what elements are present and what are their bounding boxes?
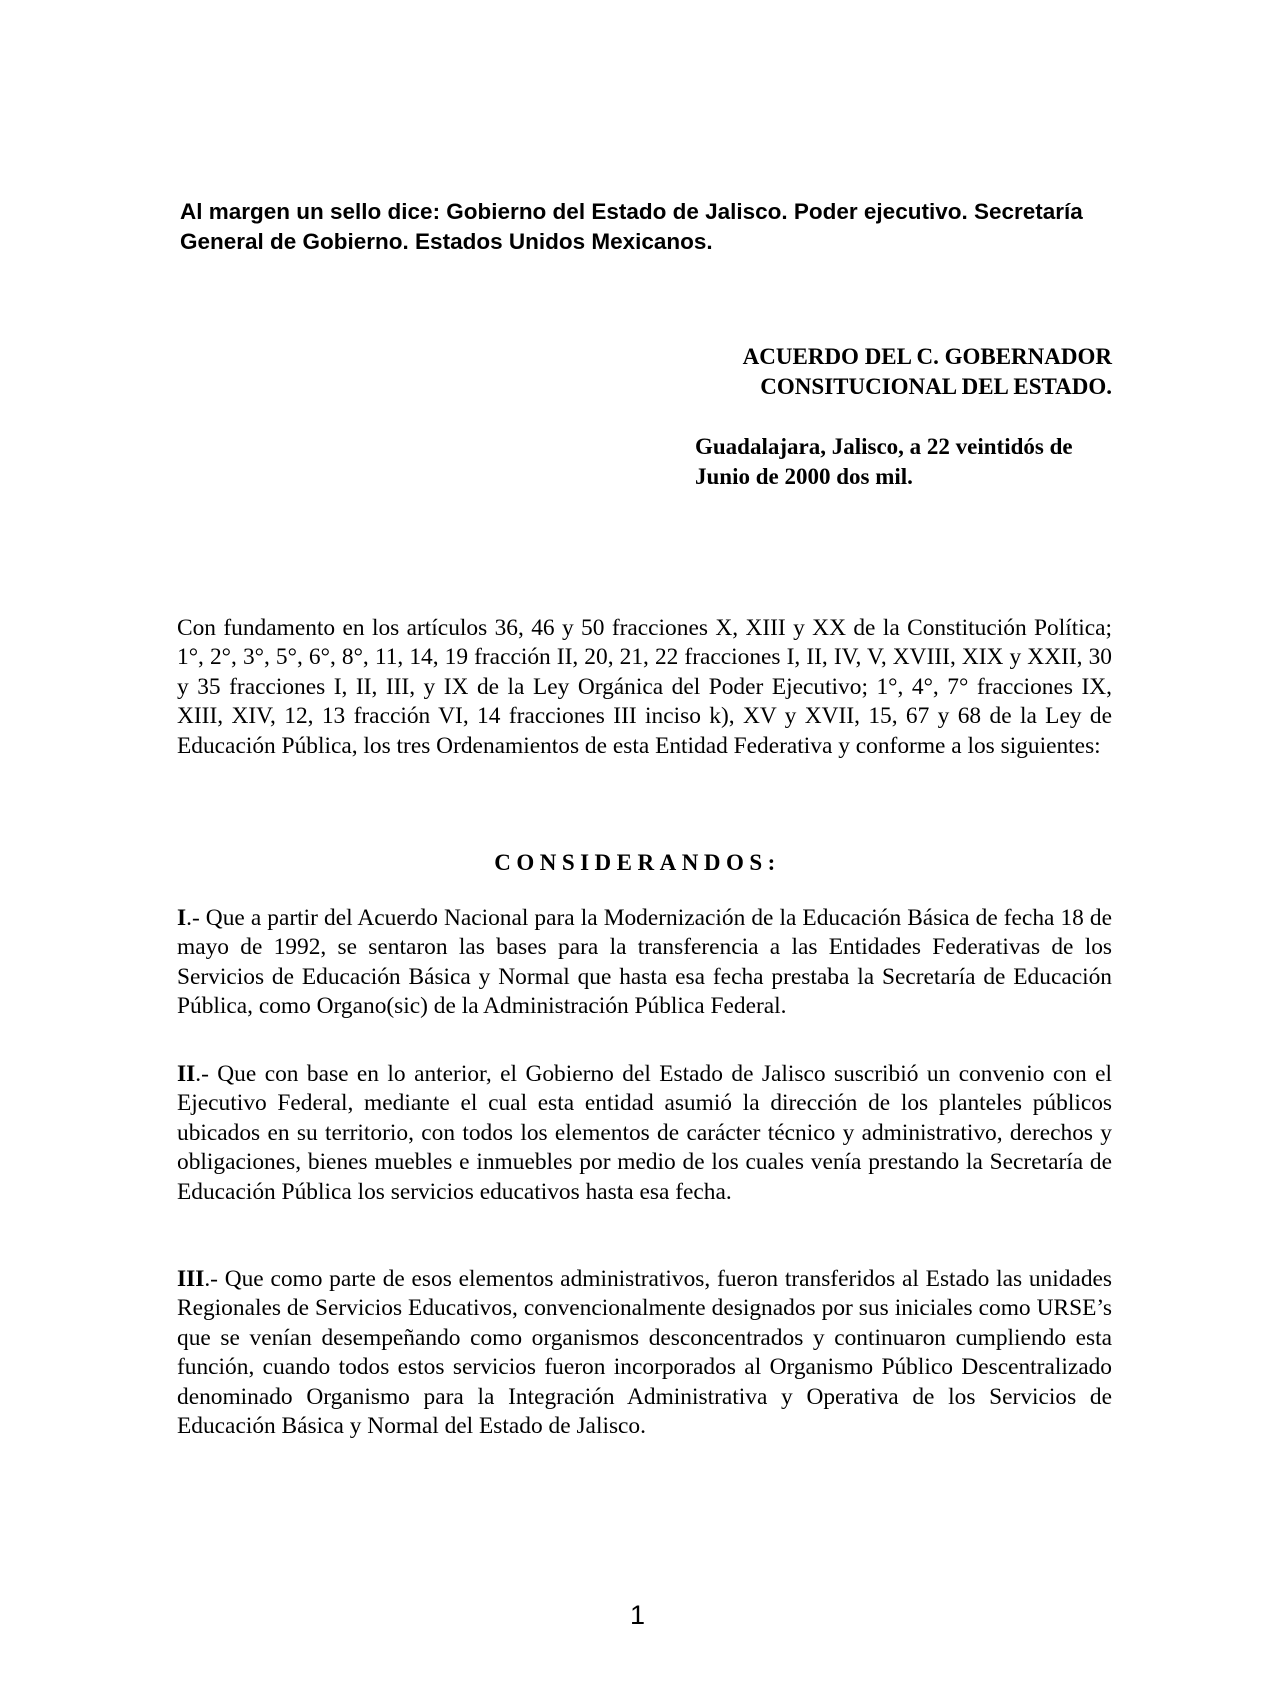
considerandos-heading: CONSIDERANDOS: bbox=[494, 850, 781, 875]
page-number: 1 bbox=[629, 1600, 646, 1630]
place-and-date bbox=[695, 432, 1112, 492]
considerando-text: .- Que a partir del Acuerdo Nacional para la Modernización de la Educación Básica de fecha 18 de mayo de 1992, se sentaron las bases para la transferencia a las Entidades Federativas de los Servicios de Educación Básica y Normal que hasta esa fecha prestaba la Secretaría de Educación Pública, como Organo(sic) de la Administración Pública Federal. bbox=[177, 905, 1112, 1020]
place-date-line-1: Guadalajara, Jalisco, a 22 veintidós de bbox=[695, 434, 1073, 459]
considerando-paragraph bbox=[177, 1060, 1112, 1207]
considerando-text: .- Que con base en lo anterior, el Gobierno del Estado de Jalisco suscribió un convenio con el Ejecutivo Federal, mediante el cual esta entidad asumió la dirección de los planteles públicos ubicados en su territorio, con todos los elementos de carácter técnico y administrativo, derechos y obligaciones, bienes muebles e inmuebles por medio de los cuales venía prestando la Secretaría de Educación Pública los servicios educativos hasta esa fecha. bbox=[177, 1061, 1112, 1205]
agreement-title bbox=[680, 342, 1112, 402]
considerando-text: .- Que como parte de esos elementos administrativos, fueron transferidos al Estado las unidades Regionales de Servicios Educativos, convencionalmente designados por sus iniciales como URSE’s que se venían desempeñando como organismos desconcentrados y continuaron cumpliendo esta función, cuando todos estos servicios fueron incorporados al Organismo Público Descentralizado denominado Organismo para la Integración Administrativa y Operativa de los Servicios de Educación Básica y Normal del Estado de Jalisco. bbox=[177, 1266, 1112, 1440]
agreement-title-line-1: ACUERDO DEL C. GOBERNADOR bbox=[742, 344, 1112, 369]
considerando-number: II bbox=[177, 1061, 196, 1087]
considerando-number: I bbox=[177, 905, 187, 931]
considerando-number: III bbox=[177, 1266, 205, 1292]
legal-basis-paragraph: Con fundamento en los artículos 36, 46 y 50 fracciones X, XIII y XX de la Constitución Política; 1°, 2°, 3°, 5°, 6°, 8°, 11, 14, 19 fracción II, 20, 21, 22 fracciones I, II, IV, V, XVIII, XIX y XXII, 30 y 35 fracciones I, II, III, y IX de la Ley Orgánica del Poder Ejecutivo; 1°, 4°, 7° fracciones IX, XIII, XIV, 12, 13 fracción VI, 14 fracciones III inciso k), XV y XVII, 15, 67 y 68 de la Ley de Educación Pública, los tres Ordenamientos de esta Entidad Federativa y conforme a los siguientes: bbox=[177, 615, 1112, 759]
agreement-title-line-2: CONSITUCIONAL DEL ESTADO. bbox=[760, 374, 1112, 399]
considerando-paragraph bbox=[177, 1265, 1112, 1441]
stamp-margin-note: Al margen un sello dice: Gobierno del Estado de Jalisco. Poder ejecutivo. Secretaría General de Gobierno. Estados Unidos Mexicanos. bbox=[180, 199, 1083, 254]
place-date-line-2: Junio de 2000 dos mil. bbox=[695, 464, 913, 489]
considerando-paragraph bbox=[177, 904, 1112, 1022]
